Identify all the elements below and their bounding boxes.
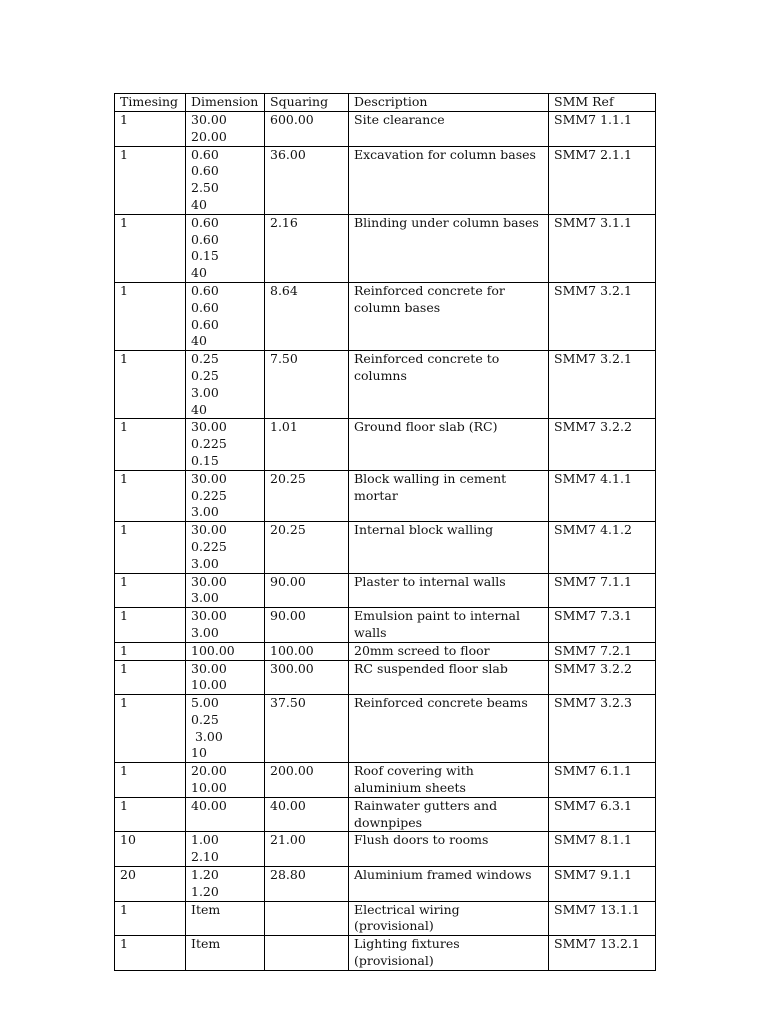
table-row bbox=[115, 608, 656, 643]
smm-ref-cell: SMM7 4.1.2 bbox=[549, 522, 656, 573]
squaring-cell: 21.00 bbox=[265, 832, 349, 867]
timesing-cell: 1 bbox=[115, 936, 186, 971]
dimension-value: 3.00 bbox=[191, 555, 219, 571]
table-row bbox=[115, 642, 656, 660]
timesing-cell: 1 bbox=[115, 642, 186, 660]
dimension-cell bbox=[186, 214, 265, 282]
dimension-cell bbox=[186, 146, 265, 214]
timesing-cell: 1 bbox=[115, 214, 186, 282]
smm-ref-cell: SMM7 3.2.1 bbox=[549, 282, 656, 350]
table-row bbox=[115, 901, 656, 936]
squaring-cell: 90.00 bbox=[265, 608, 349, 643]
timesing-cell: 20 bbox=[115, 867, 186, 902]
dimension-value: 30.00 bbox=[191, 573, 227, 589]
smm-ref-cell: SMM7 7.3.1 bbox=[549, 608, 656, 643]
dimension-value: 0.60 bbox=[191, 214, 219, 230]
table-row bbox=[115, 867, 656, 902]
table-row bbox=[115, 214, 656, 282]
timesing-cell: 1 bbox=[115, 351, 186, 419]
dimension-value: 20.00 bbox=[191, 128, 227, 144]
dimension-cell bbox=[186, 642, 265, 660]
timesing-cell: 10 bbox=[115, 832, 186, 867]
dimension-value: 30.00 bbox=[191, 660, 227, 676]
dimension-value: 40 bbox=[191, 401, 207, 417]
dimension-value: 10.00 bbox=[191, 677, 227, 693]
description-cell: Reinforced concrete beams bbox=[349, 695, 549, 763]
dimension-value: 100.00 bbox=[191, 642, 235, 658]
dimension-cell bbox=[186, 351, 265, 419]
dimension-cell bbox=[186, 936, 265, 971]
smm-ref-cell: SMM7 7.1.1 bbox=[549, 573, 656, 608]
smm-ref-cell: SMM7 9.1.1 bbox=[549, 867, 656, 902]
smm-ref-cell: SMM7 3.2.2 bbox=[549, 660, 656, 695]
smm-ref-cell: SMM7 3.2.2 bbox=[549, 419, 656, 470]
bill-of-quantities-table bbox=[114, 93, 656, 971]
squaring-cell: 100.00 bbox=[265, 642, 349, 660]
dimension-cell bbox=[186, 419, 265, 470]
header-timesing: Timesing bbox=[115, 94, 186, 112]
dimension-value: 10 bbox=[191, 745, 207, 761]
timesing-cell: 1 bbox=[115, 522, 186, 573]
squaring-cell: 8.64 bbox=[265, 282, 349, 350]
squaring-cell: 20.25 bbox=[265, 522, 349, 573]
dimension-cell bbox=[186, 763, 265, 798]
squaring-cell: 20.25 bbox=[265, 470, 349, 521]
smm-ref-cell: SMM7 7.2.1 bbox=[549, 642, 656, 660]
smm-ref-cell: SMM7 3.2.1 bbox=[549, 351, 656, 419]
timesing-cell: 1 bbox=[115, 573, 186, 608]
dimension-value: 0.15 bbox=[191, 248, 219, 264]
dimension-value: 1.20 bbox=[191, 883, 219, 899]
squaring-cell: 300.00 bbox=[265, 660, 349, 695]
dimension-value: 30.00 bbox=[191, 608, 227, 624]
dimension-value: 0.60 bbox=[191, 163, 219, 179]
dimension-value: 1.20 bbox=[191, 867, 219, 883]
dimension-value: 2.10 bbox=[191, 849, 219, 865]
dimension-cell bbox=[186, 522, 265, 573]
smm-ref-cell: SMM7 13.1.1 bbox=[549, 901, 656, 936]
squaring-cell: 200.00 bbox=[265, 763, 349, 798]
dimension-value: 3.00 bbox=[191, 384, 219, 400]
dimension-value: 40 bbox=[191, 333, 207, 349]
dimension-cell bbox=[186, 112, 265, 147]
dimension-value: 3.00 bbox=[191, 728, 223, 744]
description-cell: Block walling in cement mortar bbox=[349, 470, 549, 521]
dimension-value: 1.00 bbox=[191, 832, 219, 848]
header-description: Description bbox=[349, 94, 549, 112]
timesing-cell: 1 bbox=[115, 146, 186, 214]
description-cell: Blinding under column bases bbox=[349, 214, 549, 282]
description-cell: Internal block walling bbox=[349, 522, 549, 573]
table-row bbox=[115, 351, 656, 419]
dimension-value: 3.00 bbox=[191, 590, 219, 606]
dimension-value: 30.00 bbox=[191, 112, 227, 127]
description-cell: Reinforced concrete to columns bbox=[349, 351, 549, 419]
squaring-cell: 7.50 bbox=[265, 351, 349, 419]
dimension-value: 0.225 bbox=[191, 436, 227, 452]
smm-ref-cell: SMM7 1.1.1 bbox=[549, 112, 656, 147]
smm-ref-cell: SMM7 8.1.1 bbox=[549, 832, 656, 867]
dimension-value: 30.00 bbox=[191, 522, 227, 538]
dimension-value: 0.15 bbox=[191, 452, 219, 468]
dimension-cell bbox=[186, 797, 265, 832]
table-row bbox=[115, 832, 656, 867]
table-header-row bbox=[115, 94, 656, 112]
timesing-cell: 1 bbox=[115, 608, 186, 643]
dimension-value: 0.60 bbox=[191, 299, 219, 315]
dimension-cell bbox=[186, 660, 265, 695]
dimension-value: 0.225 bbox=[191, 538, 227, 554]
description-cell: Electrical wiring (provisional) bbox=[349, 901, 549, 936]
dimension-value: 40 bbox=[191, 196, 207, 212]
timesing-cell: 1 bbox=[115, 112, 186, 147]
dimension-cell bbox=[186, 832, 265, 867]
table-row bbox=[115, 797, 656, 832]
dimension-cell bbox=[186, 608, 265, 643]
dimension-value: Item bbox=[191, 901, 221, 917]
description-cell: Rainwater gutters and downpipes bbox=[349, 797, 549, 832]
timesing-cell: 1 bbox=[115, 660, 186, 695]
squaring-cell: 36.00 bbox=[265, 146, 349, 214]
dimension-value: 0.25 bbox=[191, 367, 219, 383]
dimension-value: 30.00 bbox=[191, 419, 227, 435]
dimension-value: 30.00 bbox=[191, 470, 227, 486]
table-row bbox=[115, 282, 656, 350]
smm-ref-cell: SMM7 3.1.1 bbox=[549, 214, 656, 282]
dimension-value: 40 bbox=[191, 265, 207, 281]
squaring-cell: 1.01 bbox=[265, 419, 349, 470]
dimension-cell bbox=[186, 573, 265, 608]
smm-ref-cell: SMM7 4.1.1 bbox=[549, 470, 656, 521]
description-cell: Site clearance bbox=[349, 112, 549, 147]
timesing-cell: 1 bbox=[115, 695, 186, 763]
description-cell: 20mm screed to floor bbox=[349, 642, 549, 660]
timesing-cell: 1 bbox=[115, 282, 186, 350]
timesing-cell: 1 bbox=[115, 797, 186, 832]
dimension-cell bbox=[186, 901, 265, 936]
description-cell: Lighting fixtures (provisional) bbox=[349, 936, 549, 971]
description-cell: Aluminium framed windows bbox=[349, 867, 549, 902]
dimension-value: 0.25 bbox=[191, 711, 219, 727]
dimension-value: 0.225 bbox=[191, 487, 227, 503]
table-row bbox=[115, 763, 656, 798]
dimension-value: 5.00 bbox=[191, 695, 219, 711]
dimension-value: 0.60 bbox=[191, 282, 219, 298]
header-smm-ref: SMM Ref bbox=[549, 94, 656, 112]
smm-ref-cell: SMM7 3.2.3 bbox=[549, 695, 656, 763]
table-row bbox=[115, 112, 656, 147]
header-dimension: Dimension bbox=[186, 94, 265, 112]
dimension-value: Item bbox=[191, 936, 221, 952]
smm-ref-cell: SMM7 6.1.1 bbox=[549, 763, 656, 798]
table-row bbox=[115, 470, 656, 521]
timesing-cell: 1 bbox=[115, 470, 186, 521]
squaring-cell: 37.50 bbox=[265, 695, 349, 763]
dimension-value: 0.60 bbox=[191, 231, 219, 247]
dimension-cell bbox=[186, 470, 265, 521]
dimension-cell bbox=[186, 282, 265, 350]
smm-ref-cell: SMM7 2.1.1 bbox=[549, 146, 656, 214]
description-cell: Ground floor slab (RC) bbox=[349, 419, 549, 470]
table-row bbox=[115, 573, 656, 608]
squaring-cell: 40.00 bbox=[265, 797, 349, 832]
smm-ref-cell: SMM7 6.3.1 bbox=[549, 797, 656, 832]
dimension-value: 10.00 bbox=[191, 780, 227, 796]
timesing-cell: 1 bbox=[115, 901, 186, 936]
dimension-value: 3.00 bbox=[191, 624, 219, 640]
description-cell: Emulsion paint to internal walls bbox=[349, 608, 549, 643]
dimension-value: 0.60 bbox=[191, 316, 219, 332]
description-cell: Flush doors to rooms bbox=[349, 832, 549, 867]
table-row bbox=[115, 936, 656, 971]
table-row bbox=[115, 146, 656, 214]
dimension-cell bbox=[186, 695, 265, 763]
smm-ref-cell: SMM7 13.2.1 bbox=[549, 936, 656, 971]
squaring-cell bbox=[265, 901, 349, 936]
dimension-value: 2.50 bbox=[191, 180, 219, 196]
dimension-value: 40.00 bbox=[191, 797, 227, 813]
squaring-cell: 600.00 bbox=[265, 112, 349, 147]
table-row bbox=[115, 695, 656, 763]
dimension-value: 0.60 bbox=[191, 146, 219, 162]
timesing-cell: 1 bbox=[115, 763, 186, 798]
squaring-cell: 28.80 bbox=[265, 867, 349, 902]
table-row bbox=[115, 419, 656, 470]
header-squaring: Squaring bbox=[265, 94, 349, 112]
squaring-cell bbox=[265, 936, 349, 971]
description-cell: Excavation for column bases bbox=[349, 146, 549, 214]
description-cell: Reinforced concrete for column bases bbox=[349, 282, 549, 350]
dimension-value: 3.00 bbox=[191, 504, 219, 520]
dimension-cell bbox=[186, 867, 265, 902]
dimension-value: 0.25 bbox=[191, 351, 219, 367]
description-cell: Plaster to internal walls bbox=[349, 573, 549, 608]
description-cell: Roof covering with aluminium sheets bbox=[349, 763, 549, 798]
table-body bbox=[115, 112, 656, 971]
description-cell: RC suspended floor slab bbox=[349, 660, 549, 695]
squaring-cell: 90.00 bbox=[265, 573, 349, 608]
timesing-cell: 1 bbox=[115, 419, 186, 470]
squaring-cell: 2.16 bbox=[265, 214, 349, 282]
table-row bbox=[115, 660, 656, 695]
table-row bbox=[115, 522, 656, 573]
dimension-value: 20.00 bbox=[191, 763, 227, 779]
